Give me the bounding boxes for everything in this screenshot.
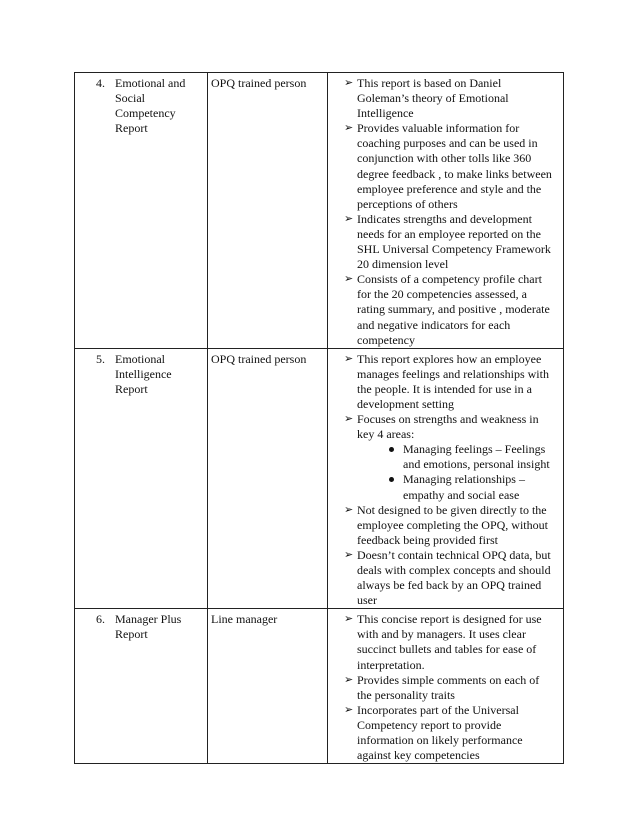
bullet-text: This report explores how an employee manages feelings and relationships with the people. It is intended for use in a development setting	[357, 351, 549, 411]
sub-bullet-list	[357, 442, 555, 502]
bullet-text: Consists of a competency profile chart for the 20 competencies assessed, a rating summary, and positive , moderate and negative indicators for each competency	[357, 272, 550, 347]
arrowhead-bullet-icon: ➢	[344, 352, 354, 365]
bullet-text: Indicates strengths and development needs for an employee reported on the SHL Universal Competency Framework 20 dimension level	[357, 211, 551, 272]
filled-circle-bullet-icon	[389, 447, 394, 452]
bullet-item	[344, 503, 555, 548]
bullet-item	[344, 212, 555, 272]
sub-bullet-item	[389, 442, 555, 472]
description-cell	[328, 348, 564, 609]
arrowhead-bullet-icon: ➢	[344, 77, 354, 89]
bullet-item	[344, 548, 555, 608]
description-cell	[328, 73, 564, 349]
row-number: 4.	[96, 76, 105, 90]
arrowhead-bullet-icon: ➢	[344, 503, 354, 516]
sub-bullet-text: Managing feelings – Feelings and emotions, personal insight	[403, 442, 550, 472]
report-name-cell	[75, 348, 208, 609]
bullet-text: Provides simple comments on each of the personality traits	[357, 672, 540, 702]
table-row	[75, 609, 564, 764]
bullet-text: This report is based on Daniel Goleman’s theory of Emotional Intelligence	[357, 76, 509, 121]
bullet-list	[332, 352, 559, 609]
sub-bullet-text: Managing relationships – empathy and social ease	[403, 472, 525, 502]
intended-user: OPQ trained person	[211, 76, 307, 90]
bullet-item	[344, 703, 555, 763]
bullet-text: Not designed to be given directly to the employee completing the OPQ, without feedback being provided first	[357, 502, 548, 547]
bullet-text: Provides valuable information for coaching purposes and can be used in conjunction with other tolls like 360 degree feedback , to make links between employee preference and style and the perceptions of others	[357, 121, 552, 211]
intended-user: Line manager	[211, 612, 278, 627]
description-cell	[328, 609, 564, 764]
bullet-item	[344, 272, 555, 347]
bullet-text: Focuses on strengths and weakness in key 4 areas:	[357, 412, 539, 442]
report-name: Emotional and Social Competency Report	[115, 76, 186, 136]
bullet-text: Incorporates part of the Universal Competency report to provide information on likely performance against key competencies	[357, 702, 523, 763]
report-name: Manager Plus Report	[115, 612, 182, 642]
intended-user: OPQ trained person	[211, 351, 307, 366]
bullet-text: Doesn’t contain technical OPQ data, but deals with complex concepts and should always be fed back by an OPQ trained user	[357, 547, 551, 608]
bullet-item	[344, 612, 555, 672]
filled-circle-bullet-icon	[389, 477, 394, 482]
bullet-item	[344, 352, 555, 412]
arrowhead-bullet-icon: ➢	[344, 548, 354, 561]
bullet-item	[344, 673, 555, 703]
table-row	[75, 73, 564, 349]
arrowhead-bullet-icon: ➢	[344, 703, 354, 716]
bullet-item	[344, 121, 555, 212]
report-table	[74, 72, 564, 764]
arrowhead-bullet-icon: ➢	[344, 613, 354, 626]
bullet-list	[332, 612, 559, 763]
arrowhead-bullet-icon: ➢	[344, 273, 354, 286]
bullet-list	[332, 76, 559, 348]
intended-user-cell	[208, 609, 328, 764]
arrowhead-bullet-icon: ➢	[344, 673, 354, 686]
arrowhead-bullet-icon: ➢	[344, 122, 354, 135]
bullet-item	[344, 76, 555, 121]
arrowhead-bullet-icon: ➢	[344, 212, 354, 225]
intended-user-cell	[208, 73, 328, 349]
sub-bullet-item	[389, 472, 555, 502]
report-name-cell	[75, 609, 208, 764]
table-row	[75, 348, 564, 609]
row-number: 6.	[96, 612, 105, 627]
row-number: 5.	[96, 351, 105, 366]
intended-user-cell	[208, 348, 328, 609]
bullet-item	[344, 412, 555, 503]
bullet-text: This concise report is designed for use with and by managers. It uses clear succinct bullets and tables for ease of interpretation.	[357, 612, 542, 672]
report-name: Emotional Intelligence Report	[115, 351, 172, 396]
arrowhead-bullet-icon: ➢	[344, 413, 354, 426]
report-name-cell	[75, 73, 208, 349]
